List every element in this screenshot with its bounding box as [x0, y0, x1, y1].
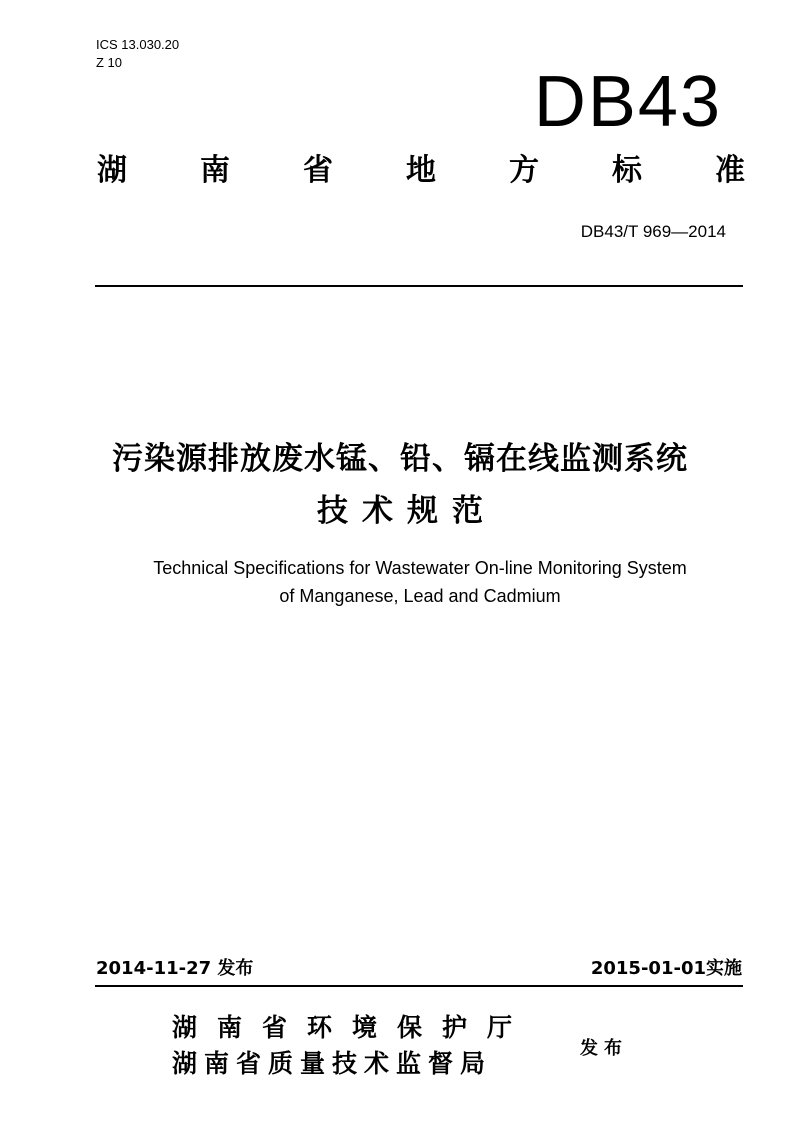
standard-title-char: 地 [406, 153, 436, 188]
ics-code: ICS 13.030.20 [96, 37, 180, 52]
standard-title-char: 省 [303, 153, 333, 188]
issuing-authorities [172, 1010, 532, 1082]
date-row [96, 956, 742, 982]
classification-codes [96, 36, 179, 72]
document-title-en [0, 554, 800, 610]
standard-title-char: 准 [715, 153, 745, 188]
document-title-cn-line2: 技术规范 [317, 493, 497, 529]
ccs-code: Z 10 [96, 55, 123, 70]
standard-title-char: 湖 [97, 153, 127, 188]
standard-number: DB43/T 969—2014 [580, 222, 726, 241]
top-divider [95, 285, 743, 287]
release-label: 发布 [580, 1038, 628, 1059]
issue-date: 2014-11-27 发布 [96, 958, 254, 979]
implement-date: 2015-01-01实施 [590, 958, 742, 979]
title-en-line1: Technical Specifications for Wastewater On-line Monitoring System [153, 558, 687, 578]
standard-type-title [97, 150, 745, 192]
title-en-line2: of Manganese, Lead and Cadmium [279, 586, 561, 606]
document-title-cn: 污染源排放废水锰、铅、镉在线监测系统 [112, 441, 688, 477]
standard-title-char: 南 [200, 153, 230, 188]
standard-code: DB43 [533, 62, 722, 142]
bottom-divider [95, 985, 743, 987]
issuer-environmental-dept: 湖南省环境保护厅 [172, 1013, 533, 1042]
standard-title-char: 方 [509, 153, 539, 188]
issuer-quality-bureau: 湖南省质量技术监督局 [172, 1049, 493, 1078]
standard-title-char: 标 [612, 153, 642, 188]
